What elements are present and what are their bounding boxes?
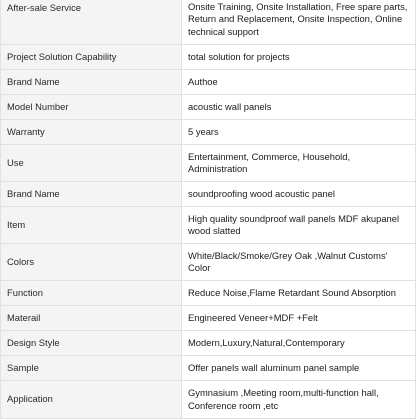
table-row <box>1 45 416 70</box>
spec-label: Brand Name <box>1 182 182 207</box>
spec-value: Modern,Luxury,Natural,Contemporary <box>182 331 416 356</box>
spec-label: After-sale Service <box>1 0 182 45</box>
spec-value: Gymnasium ,Meeting room,multi-function hall, Conference room ,etc <box>182 381 416 419</box>
table-row <box>1 95 416 120</box>
table-row <box>1 120 416 145</box>
spec-label: Project Solution Capability <box>1 45 182 70</box>
spec-value: High quality soundproof wall panels MDF akupanel wood slatted <box>182 207 416 244</box>
spec-value: 5 years <box>182 120 416 145</box>
spec-value: Reduce Noise,Flame Retardant Sound Absorption <box>182 281 416 306</box>
spec-label: Function <box>1 281 182 306</box>
spec-value: Entertainment, Commerce, Household, Administration <box>182 145 416 182</box>
spec-label: Materail <box>1 306 182 331</box>
table-row <box>1 145 416 182</box>
table-row <box>1 356 416 381</box>
spec-label: Item <box>1 207 182 244</box>
spec-label: Colors <box>1 244 182 281</box>
spec-label: Brand Name <box>1 70 182 95</box>
spec-value: Offer panels wall aluminum panel sample <box>182 356 416 381</box>
table-row <box>1 381 416 419</box>
table-row <box>1 182 416 207</box>
table-row <box>1 306 416 331</box>
table-row <box>1 207 416 244</box>
spec-label: Application <box>1 381 182 419</box>
table-row <box>1 331 416 356</box>
spec-value: Authoe <box>182 70 416 95</box>
spec-value: Engineered Veneer+MDF +Felt <box>182 306 416 331</box>
spec-value: total solution for projects <box>182 45 416 70</box>
table-row <box>1 70 416 95</box>
spec-value: acoustic wall panels <box>182 95 416 120</box>
table-row <box>1 281 416 306</box>
spec-label: Model Number <box>1 95 182 120</box>
spec-value: Onsite Training, Onsite Installation, Free spare parts, Return and Replacement, Onsite Inspection, Online technical support <box>182 0 416 45</box>
table-row <box>1 0 416 45</box>
spec-label: Use <box>1 145 182 182</box>
spec-value: soundproofing wood acoustic panel <box>182 182 416 207</box>
table-row <box>1 244 416 281</box>
spec-label: Sample <box>1 356 182 381</box>
spec-label: Design Style <box>1 331 182 356</box>
spec-value: White/Black/Smoke/Grey Oak ,Walnut Customs' Color <box>182 244 416 281</box>
spec-label: Warranty <box>1 120 182 145</box>
